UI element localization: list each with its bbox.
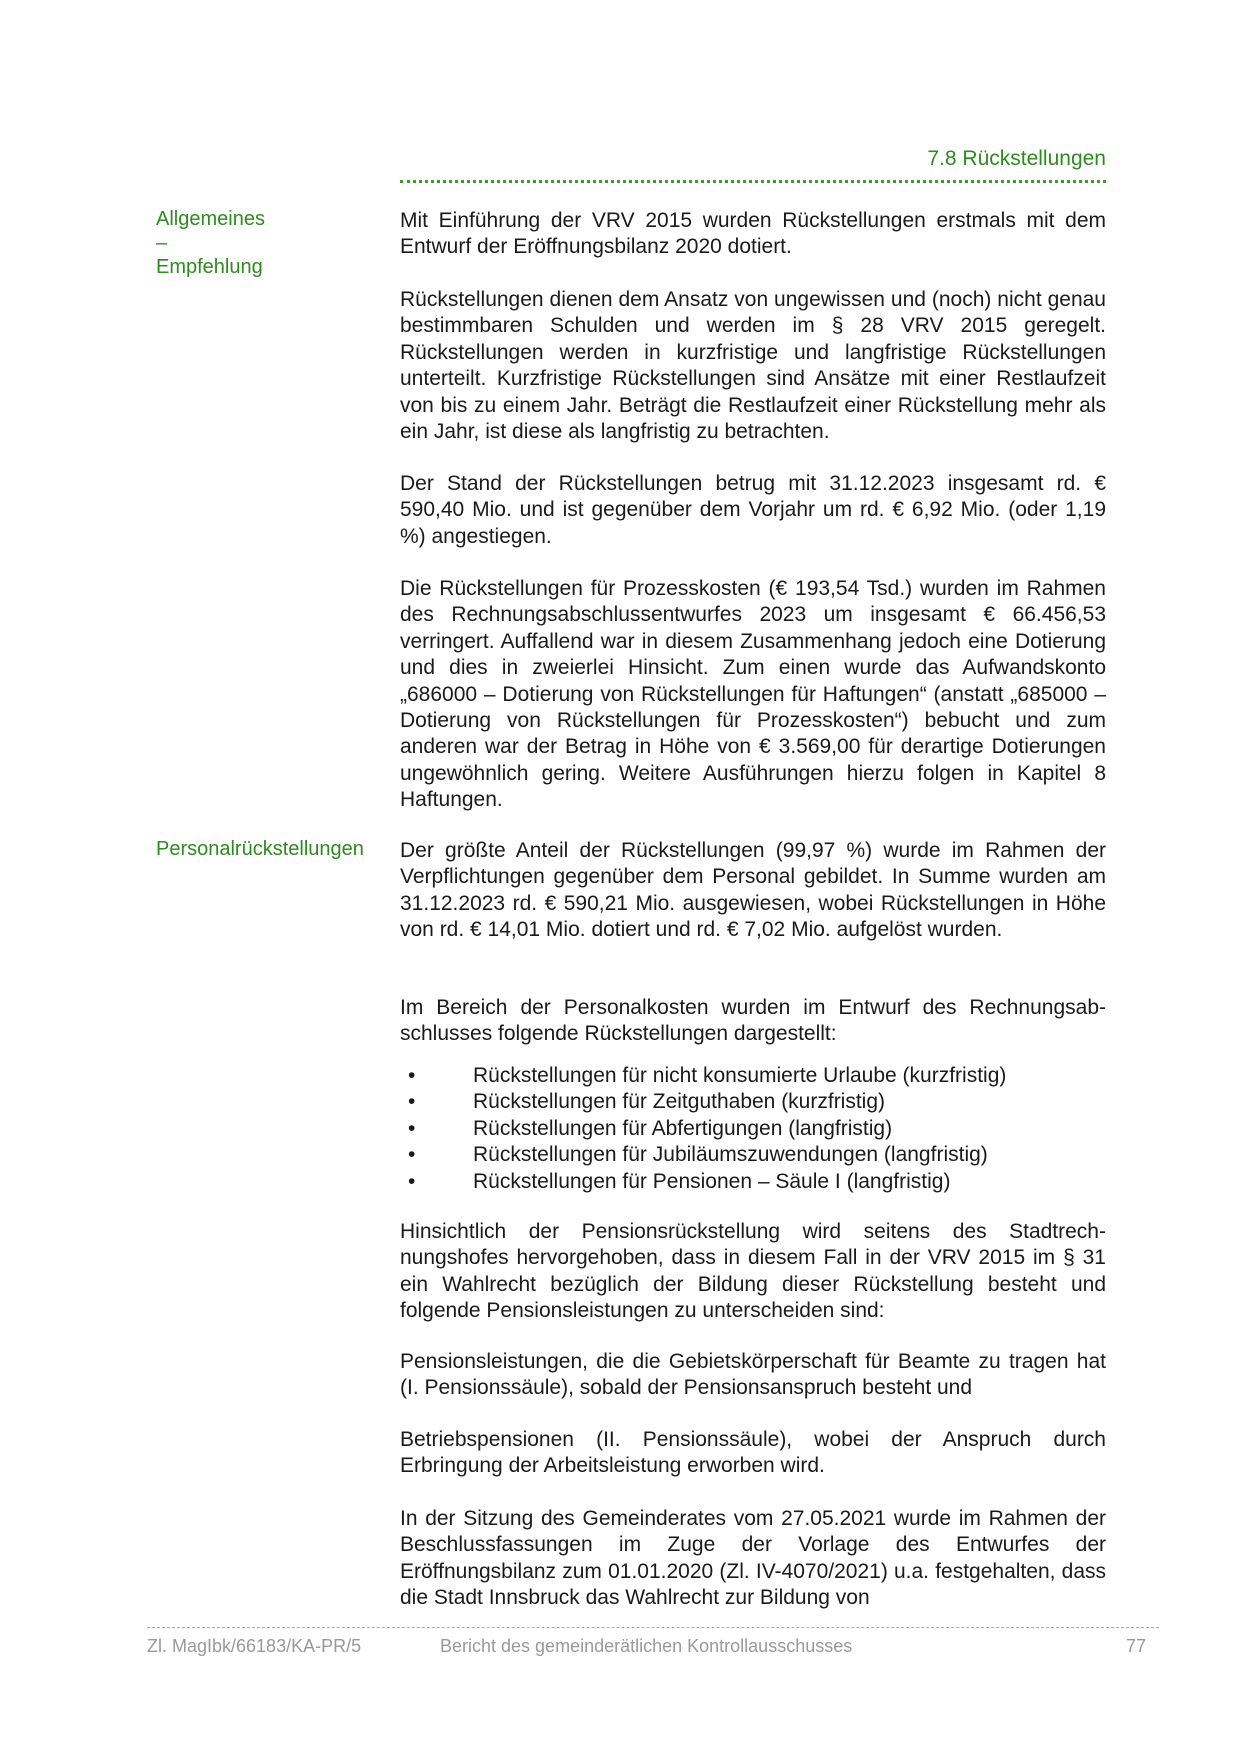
sidebar-label-line: – <box>156 232 168 254</box>
sidebar-label-line: Allgemeines <box>156 208 265 230</box>
paragraph: In der Sitzung des Gemeinderates vom 27.05.2021 wurde im Rahmen der Beschlussfassungen im Zuge der Vorlage des Entwurfes der Eröffnungsbilanz zum 01.01.2020 (Zl. IV-4070/2021) u.a. festgehalten, dass die Stadt Innsbruck das Wahlrecht zur Bildung von <box>400 1507 1106 1610</box>
paragraph: Rückstellungen dienen dem Ansatz von ungewissen und (noch) nicht genau bestimmbaren Schulden und werden im § 28 VRV 2015 geregelt. Rückstellungen werden in kurzfristige und langfristige Rückstellungen unterteilt. Kurzfristige Rückstellungen sind Ansätze mit einer Restlaufzeit von bis zu einem Jahr. Beträgt die Restlaufzeit einer Rückstellung mehr als ein Jahr, ist diese als langfristig zu betrachten. <box>400 288 1106 444</box>
list-item <box>400 1089 1106 1115</box>
footer-dashed-rule <box>147 1627 1159 1628</box>
paragraph: Betriebspensionen (II. Pensionssäule), wobei der Anspruch durch Erbringung der Arbeitsleistung erworben wird. <box>400 1428 1106 1478</box>
sidebar-label-personal: Personalrückstellungen <box>156 838 364 860</box>
footer-reference: Zl. MagIbk/66183/KA-PR/5 <box>147 1636 362 1656</box>
paragraph: Mit Einführung der VRV 2015 wurden Rückstellungen erstmals mit dem Entwurf der Eröffnungsbilanz 2020 dotiert. <box>400 209 1106 259</box>
bullet-icon: • <box>408 1064 416 1087</box>
list-item-text: Rückstellungen für Pensionen – Säule I (langfristig) <box>473 1169 951 1193</box>
footer-report-title: Bericht des gemeinderätlichen Kontrollausschusses <box>440 1636 853 1656</box>
sidebar-label-allgemeines <box>156 207 265 279</box>
list-item-text: Rückstellungen für Jubiläumszuwendungen (langfristig) <box>473 1143 988 1167</box>
list-item-text: Rückstellungen für nicht konsumierte Urlaube (kurzfristig) <box>473 1064 1007 1087</box>
bullet-icon: • <box>408 1143 416 1167</box>
list-item-text: Rückstellungen für Zeitguthaben (kurzfristig) <box>473 1090 886 1114</box>
paragraph: Hinsichtlich der Pensionsrückstellung wird seitens des Stadtrechnungshofes hervorgehoben, dass in diesem Fall in der VRV 2015 im § 31 ein Wahlrecht bezüglich der Bildung dieser Rückstellung besteht und folgende Pensionsleistungen zu unterscheiden sind: <box>400 1220 1106 1323</box>
bullet-icon: • <box>408 1169 416 1193</box>
header-dotted-rule <box>400 180 1106 183</box>
section-title: 7.8 Rückstellungen <box>927 147 1106 170</box>
list-item <box>400 1169 1106 1195</box>
paragraph: Die Rückstellungen für Prozesskosten (€ 193,54 Tsd.) wurden im Rahmen des Rechnungsabschlussentwurfes 2023 um insgesamt € 66.456,53 verringert. Auffallend war in diesem Zusammenhang jedoch eine Dotierung und dies in zweierlei Hinsicht. Zum einen wurde das Aufwandskonto „686000 – Dotierung von Rückstellungen für Haftungen“ (anstatt „685000 – Dotierung von Rückstellungen für Prozesskosten“) bebucht und zum anderen war der Betrag in Höhe von € 3.569,00 für derartige Dotierungen ungewöhnlich gering. Weitere Ausführungen hierzu folgen in Kapitel 8 Haftungen. <box>400 577 1106 812</box>
list-item <box>400 1116 1106 1142</box>
paragraph: Pensionsleistungen, die die Gebietskörperschaft für Beamte zu tragen hat (I. Pensionssäule), sobald der Pensionsanspruch besteht und <box>400 1350 1106 1400</box>
page-number: 77 <box>1125 1636 1146 1656</box>
sidebar-label-line: Empfehlung <box>156 256 263 278</box>
paragraph: Im Bereich der Personalkosten wurden im Entwurf des Rechnungsabschlusses folgende Rückstellungen dargestellt: <box>400 996 1106 1046</box>
list-item-text: Rückstellungen für Abfertigungen (langfristig) <box>473 1116 893 1140</box>
paragraph: Der größte Anteil der Rückstellungen (99,97 %) wurde im Rahmen der Verpflichtungen gegenüber dem Personal gebildet. In Summe wurden am 31.12.2023 rd. € 590,21 Mio. ausgewiesen, wobei Rückstellungen in Höhe von rd. € 14,01 Mio. dotiert und rd. € 7,02 Mio. aufgelöst wurden. <box>400 839 1106 942</box>
list-item <box>400 1142 1106 1168</box>
bullet-list <box>400 1063 1106 1195</box>
paragraph: Der Stand der Rückstellungen betrug mit 31.12.2023 insgesamt rd. € 590,40 Mio. und ist gegenüber dem Vorjahr um rd. € 6,92 Mio. (oder 1,19 %) angestiegen. <box>400 472 1106 548</box>
bullet-icon: • <box>408 1090 416 1114</box>
bullet-icon: • <box>408 1116 416 1140</box>
list-item <box>400 1063 1106 1089</box>
